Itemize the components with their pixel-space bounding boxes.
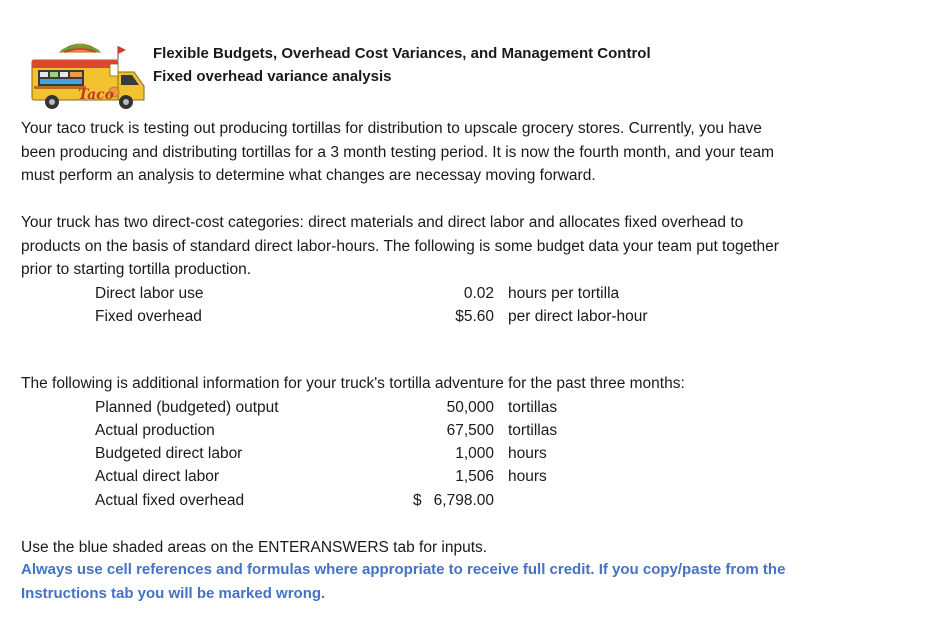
actual-row-label: Actual production <box>95 422 215 439</box>
actual-row-value: 6,798.00 <box>433 492 494 509</box>
actual-row <box>0 489 945 512</box>
budget-line: prior to starting tortilla production. <box>21 261 252 278</box>
actual-row-unit: hours <box>508 445 547 462</box>
intro-line: been producing and distributing tortillas for a 3 month testing period. It is now the fourth month, and your team <box>21 143 775 161</box>
actual-row <box>0 396 945 419</box>
taco-truck-icon <box>22 38 152 118</box>
actual-row-unit: tortillas <box>508 399 558 416</box>
warning-text <box>21 558 785 605</box>
budget-row <box>0 305 945 328</box>
actual-row-value: 1,506 <box>455 468 494 485</box>
budget-row-unit: per direct labor-hour <box>508 308 648 325</box>
actual-row-label: Actual fixed overhead <box>95 492 245 509</box>
actual-row-value: 50,000 <box>446 399 494 416</box>
actual-row-currency: $ <box>413 492 422 509</box>
budget-row-label: Fixed overhead <box>95 308 202 325</box>
actual-row-unit: hours <box>508 468 547 485</box>
budget-line: Your truck has two direct-cost categories: direct materials and direct labor and allocates fixed overhead to <box>21 214 744 231</box>
actual-paragraph <box>21 372 901 396</box>
warning-line: Always use cell references and formulas where appropriate to receive full credit. If you copy/paste from the <box>21 561 786 578</box>
actual-row-label: Actual direct labor <box>95 468 220 485</box>
actual-row <box>0 465 945 488</box>
page-title: Flexible Budgets, Overhead Cost Variances, and Management Control <box>153 45 651 62</box>
taco-truck-logo <box>22 38 152 118</box>
actual-row-value: 1,000 <box>455 445 494 462</box>
logo-text: Taco <box>78 87 115 103</box>
intro-line: must perform an analysis to determine what changes are necessay moving forward. <box>21 167 596 184</box>
instruction-line: Use the blue shaded areas on the ENTERANSWERS tab for inputs. <box>21 539 488 556</box>
actual-row-unit: tortillas <box>508 422 558 439</box>
actual-row-label: Budgeted direct labor <box>95 445 243 462</box>
budget-row-unit: hours per tortilla <box>508 285 620 302</box>
actual-intro-line: The following is additional information for your truck's tortilla adventure for the past three months: <box>21 375 685 392</box>
budget-row <box>0 282 945 305</box>
budget-row-value: $5.60 <box>455 308 494 325</box>
actual-row <box>0 419 945 442</box>
actual-row-label: Planned (budgeted) output <box>95 399 279 416</box>
page-subtitle: Fixed overhead variance analysis <box>153 68 392 85</box>
budget-row-label: Direct labor use <box>95 285 204 302</box>
actual-row <box>0 442 945 465</box>
actual-row-value: 67,500 <box>446 422 494 439</box>
warning-line: Instructions tab you will be marked wrong. <box>21 584 326 602</box>
input-instruction <box>21 536 901 560</box>
budget-paragraph <box>21 211 901 282</box>
intro-paragraph <box>21 117 901 188</box>
budget-line: products on the basis of standard direct labor-hours. The following is some budget data your team put together <box>21 237 779 255</box>
intro-line: Your taco truck is testing out producing tortillas for distribution to upscale grocery stores. Currently, you have <box>21 120 762 137</box>
budget-row-value: 0.02 <box>463 285 494 302</box>
